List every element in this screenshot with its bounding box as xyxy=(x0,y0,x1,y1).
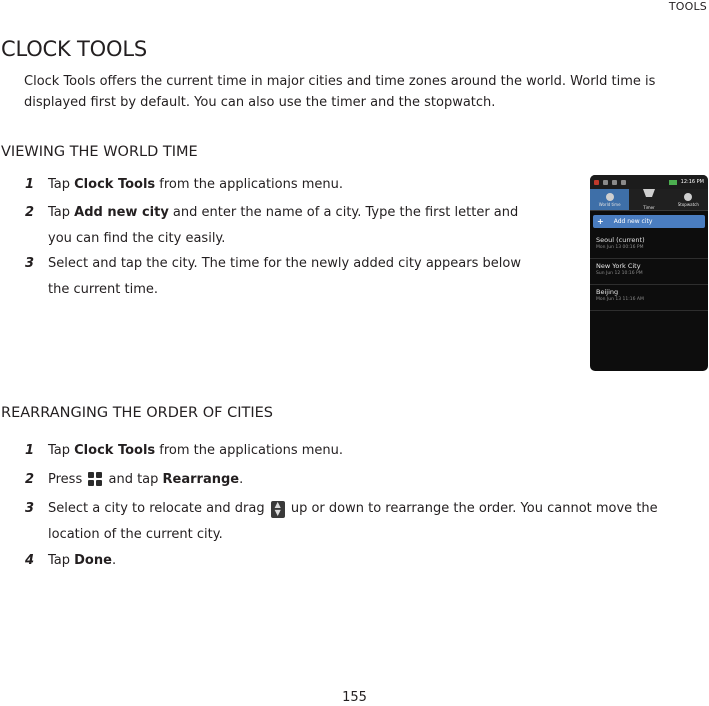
step-text: Tap xyxy=(48,205,75,220)
ui-term: Rearrange xyxy=(162,472,240,487)
notification-icon xyxy=(612,180,617,185)
ui-term: Done xyxy=(74,553,112,568)
step-text: up or down to rearrange the order. You cannot move the location of the current city. xyxy=(48,501,658,542)
status-bar xyxy=(590,175,708,189)
step-text: Tap xyxy=(48,553,75,568)
section-header: TOOLS xyxy=(668,0,707,13)
tab-label: Timer xyxy=(643,205,655,210)
step-number: 4 xyxy=(25,553,35,568)
stopwatch-icon xyxy=(684,193,692,201)
tab-stopwatch[interactable] xyxy=(669,189,708,210)
step-text: . xyxy=(239,472,244,487)
step-text: Select a city to relocate and drag xyxy=(48,501,269,516)
section-heading-rearrange: REARRANGING THE ORDER OF CITIES xyxy=(1,405,273,421)
step-text: and enter the name of a city. Type the first letter and you can find the city easily. xyxy=(48,205,519,246)
signal-icon xyxy=(621,180,626,185)
tab-label: Stopwatch xyxy=(677,201,699,207)
add-city-label: Add new city xyxy=(613,218,653,225)
step-text: Tap xyxy=(48,443,75,458)
step-number: 2 xyxy=(25,472,35,487)
city-time: Mon Jun 13 11:16 AM xyxy=(596,297,644,302)
step-text: Press xyxy=(48,472,87,487)
step-number: 1 xyxy=(25,177,35,192)
city-name: Beijing xyxy=(596,288,619,296)
step-number: 3 xyxy=(25,256,35,271)
add-new-city-button[interactable] xyxy=(593,215,705,228)
city-list-item[interactable] xyxy=(590,285,708,311)
city-name: Seoul (current) xyxy=(596,236,645,244)
menu-key-icon xyxy=(88,472,102,486)
clock-tabs xyxy=(590,189,708,211)
step-number: 1 xyxy=(25,443,35,458)
city-name: New York City xyxy=(596,262,641,270)
intro-paragraph: Clock Tools offers the current time in major cities and time zones around the world. World time is displayed first by default. You can also use the timer and the stopwatch. xyxy=(24,74,656,110)
city-list-item[interactable] xyxy=(590,259,708,285)
step-text: . xyxy=(111,553,117,568)
step-text: and tap xyxy=(104,472,163,487)
status-time: 12:16 PM xyxy=(680,179,704,185)
ui-term: Add new city xyxy=(74,205,169,220)
city-time: Sun Jun 12 10:16 PM xyxy=(596,271,643,276)
phone-screenshot xyxy=(590,175,708,371)
step-text: Select and tap the city. The time for the newly added city appears below the current time. xyxy=(48,256,521,297)
notification-icon xyxy=(594,180,599,185)
step-number: 2 xyxy=(25,205,35,220)
page-number: 155 xyxy=(342,690,367,705)
tab-timer[interactable] xyxy=(629,189,668,210)
globe-icon xyxy=(606,193,614,201)
plus-icon: + xyxy=(597,217,604,226)
step-text: Tap xyxy=(48,177,75,192)
notification-icon xyxy=(603,180,608,185)
tab-world-time[interactable] xyxy=(590,189,629,210)
drag-handle-icon: ▲ ▼ xyxy=(271,501,285,518)
tab-label: World time xyxy=(598,201,621,207)
section-heading-world-time: VIEWING THE WORLD TIME xyxy=(1,144,198,160)
ui-term: Clock Tools xyxy=(74,443,156,458)
city-list-item[interactable] xyxy=(590,233,708,259)
step-text: from the applications menu. xyxy=(155,443,344,458)
step-text: from the applications menu. xyxy=(155,177,344,192)
step-number: 3 xyxy=(25,501,35,516)
city-time: Mon Jun 13 00:16 PM xyxy=(596,245,644,250)
battery-icon xyxy=(669,180,677,185)
ui-term: Clock Tools xyxy=(74,177,156,192)
page-title: CLOCK TOOLS xyxy=(1,37,147,61)
hourglass-icon xyxy=(643,189,655,204)
